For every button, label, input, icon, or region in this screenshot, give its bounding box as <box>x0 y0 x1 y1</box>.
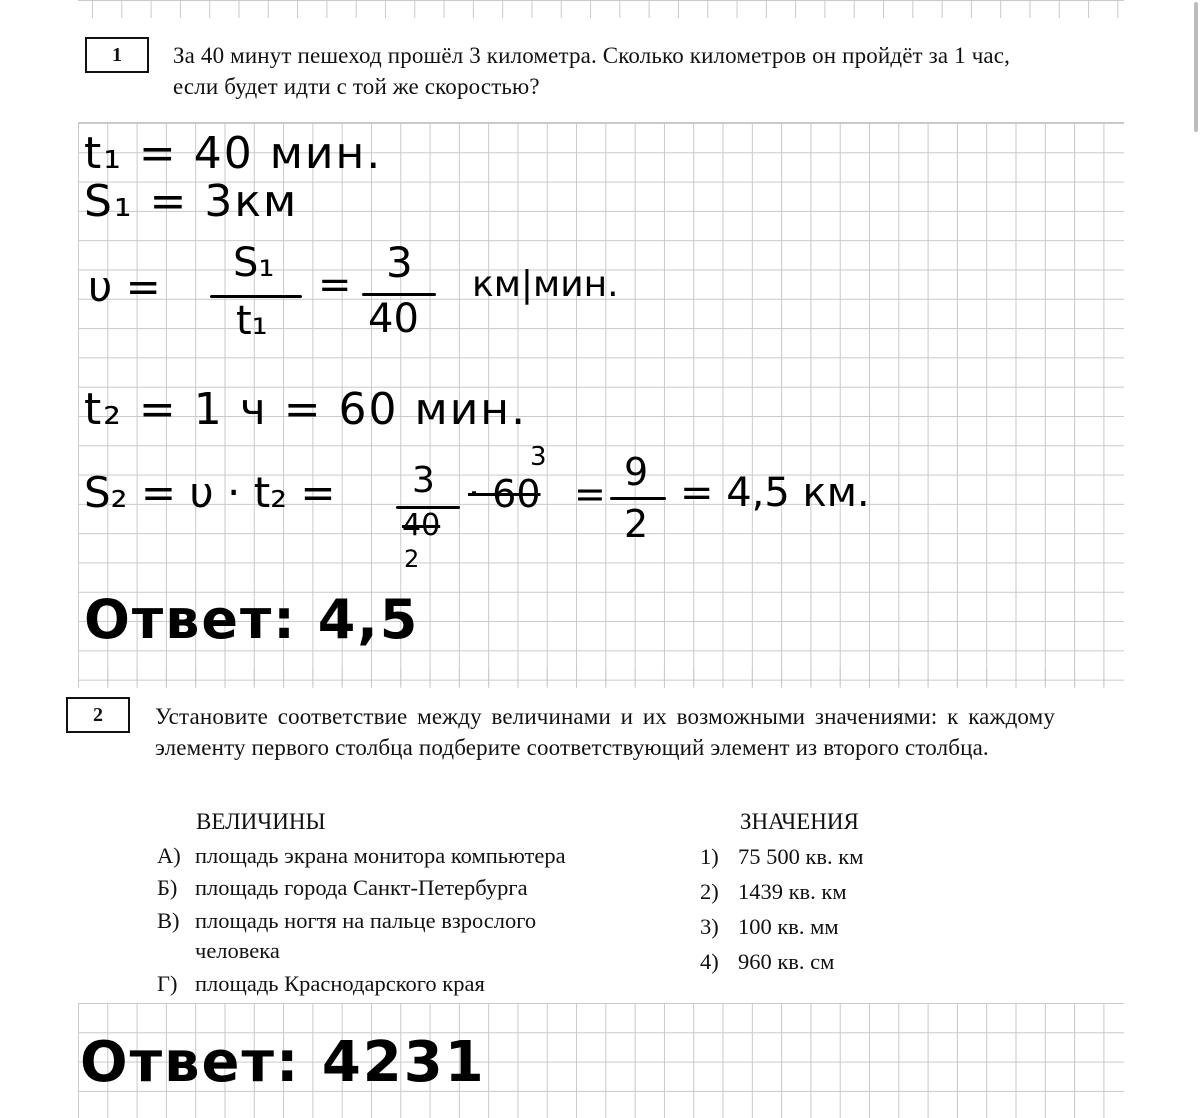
line5-fraction2-denominator: 2 <box>624 502 649 546</box>
task-1-question: За 40 минут пешеход прошёл 3 километра. Сколько километров он пройдёт за 1 час, если будет идти с той же скоростью? <box>173 43 1011 99</box>
solution-line-t2: t₂ = 1 ч = 60 мин. <box>84 384 528 435</box>
answer-2: Ответ: 4231 <box>80 1030 486 1095</box>
quantity-text: площадь экрана монитора компьютера <box>195 843 566 868</box>
grid-strip-top <box>78 0 1124 18</box>
line5-fraction2-bar <box>610 497 666 500</box>
equals-sign-line5: = <box>574 472 606 516</box>
fraction1-numerator: S₁ <box>233 240 275 286</box>
quantities-header: ВЕЛИЧИНЫ <box>196 809 326 834</box>
quantity-letter: В) <box>157 908 180 933</box>
fraction2-numerator: 3 <box>386 238 413 287</box>
quantity-text: площадь ногтя на пальце взрослого человека <box>195 908 537 963</box>
values-header: ЗНАЧЕНИЯ <box>740 809 859 834</box>
value-text: 1439 кв. км <box>738 879 847 904</box>
line5-denominator-reduced: 2 <box>404 545 420 573</box>
line5-fraction2-numerator: 9 <box>624 450 649 494</box>
grid-ticks <box>78 668 1124 688</box>
quantity-item <box>157 841 657 871</box>
quantity-text: площадь города Санкт-Петербурга <box>195 875 528 900</box>
fraction2-denominator: 40 <box>368 296 419 342</box>
velocity-symbol: υ = <box>88 262 161 311</box>
answer-1: Ответ: 4,5 <box>84 588 420 651</box>
quantity-letter: А) <box>157 843 181 868</box>
solution-line-s2-start: S₂ = υ · t₂ = <box>84 468 336 517</box>
solution-line-s1: S₁ = 3км <box>84 176 299 227</box>
value-number: 4) <box>700 949 719 974</box>
line5-multiplier-reduced: 3 <box>530 442 547 472</box>
quantity-letter: Б) <box>157 875 178 900</box>
quantity-text: площадь Краснодарского края <box>195 971 485 996</box>
line5-result: = 4,5 км. <box>680 470 870 516</box>
line5-multiplier: · 60 <box>468 472 541 516</box>
velocity-unit: км|мин. <box>472 264 619 305</box>
equals-sign-1: = <box>318 262 352 308</box>
value-item <box>700 842 863 872</box>
solution-line-t1: t₁ = 40 мин. <box>84 128 383 179</box>
value-item <box>700 877 847 907</box>
value-number: 3) <box>700 914 719 939</box>
line5-fraction-denominator: 40 <box>402 508 441 543</box>
value-item <box>700 947 834 977</box>
task-2-number: 2 <box>66 697 130 733</box>
value-text: 75 500 кв. км <box>738 844 864 869</box>
task-2-question: Установите соответствие между величинами и их возможными значениями: к каждому элементу первого столбца подберите соответствующий элемент из второго столбца. <box>155 704 1055 760</box>
line5-fraction-numerator: 3 <box>412 460 435 501</box>
scrollbar[interactable] <box>1194 2 1198 132</box>
value-text: 100 кв. мм <box>738 914 839 939</box>
quantity-item <box>157 906 637 966</box>
value-item <box>700 912 839 942</box>
value-number: 2) <box>700 879 719 904</box>
quantity-item <box>157 873 657 903</box>
fraction1-denominator: t₁ <box>236 298 268 344</box>
quantity-letter: Г) <box>157 971 178 996</box>
quantity-item <box>157 969 657 999</box>
task-1-number: 1 <box>85 37 149 73</box>
value-text: 960 кв. см <box>738 949 835 974</box>
value-number: 1) <box>700 844 719 869</box>
